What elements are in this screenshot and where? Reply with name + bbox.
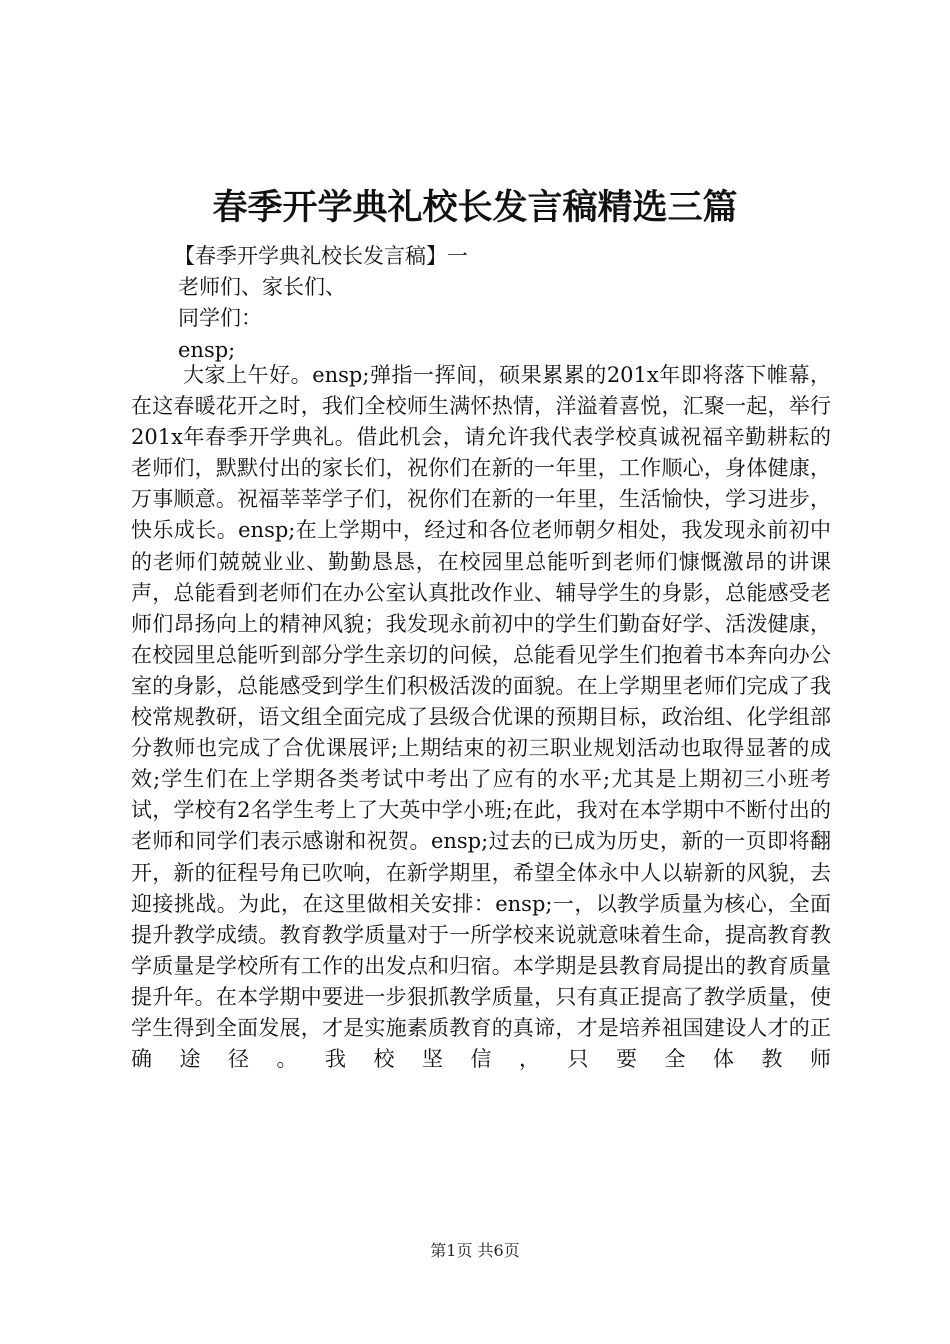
speech-body-paragraph: 大家上午好。ensp;弹指一挥间，硕果累累的201x年即将落下帷幕，在这春暖花开之时，我们全校师生满怀热情，洋溢着喜悦，汇聚一起，举行201x年春季开学典礼。借此机会，请允许我代表学校真诚祝福辛勤耕耘的老师们，默默付出的家长们，祝你们在新的一年里，工作顺心，身体健康，万事顺意。祝福莘莘学子们，祝你们在新的一年里，生活愉快，学习进步，快乐成长。ensp;在上学期中，经过和各位老师朝夕相处，我发现永前初中的老师们兢兢业业、勤勤恳恳，在校园里总能听到老师们慷慨激昂的讲课声，总能看到老师们在办公室认真批改作业、辅导学生的身影，总能感受老师们昂扬向上的精神风貌；我发现永前初中的学生们勤奋好学、活泼健康，在校园里总能听到部分学生亲切的问候，总能看见学生们抱着书本奔向办公室的身影，总能感受到学生们积极活泼的面貌。在上学期里老师们完成了我校常规教研，语文组全面完成了县级合优课的预期目标，政治组、化学组部分教师也完成了合优课展评;上期结束的初三职业规划活动也取得显著的成效;学生们在上学期各类考试中考出了应有的水平;尤其是上期初三小班考试，学校有2名学生考上了大英中学小班;在此，我对在本学期中不断付出的老师和同学们表示感谢和祝贺。ensp;过去的已成为历史，新的一页即将翻开，新的征程号角已吹响，在新学期里，希望全体永中人以崭新的风貌，去迎接挑战。为此，在这里做相关安排：ensp;一，以教学质量为核心，全面提升教学成绩。教育教学质量对于一所学校来说就意味着生命，提高教育教学质量是学校所有工作的出发点和归宿。本学期是县教育局提出的教育质量提升年。在本学期中要进一步狠抓教学质量，只有真正提高了教学质量，使学生得到全面发展，才是实施素质教育的真谛，才是培养祖国建设人才的正确途径。我校坚信，只要全体教师 (131, 363, 831, 1072)
page-footer: 第1页 共6页 (430, 1241, 520, 1260)
document-title: 春季开学典礼校长发言稿精选三篇 (212, 187, 738, 228)
salutation-line: 老师们、家长们、 (178, 275, 346, 299)
salutation-line: 同学们： (178, 306, 262, 330)
section-heading: 【春季开学典礼校长发言稿】一 (174, 244, 468, 268)
spacer-text-line: ensp; (178, 338, 236, 362)
